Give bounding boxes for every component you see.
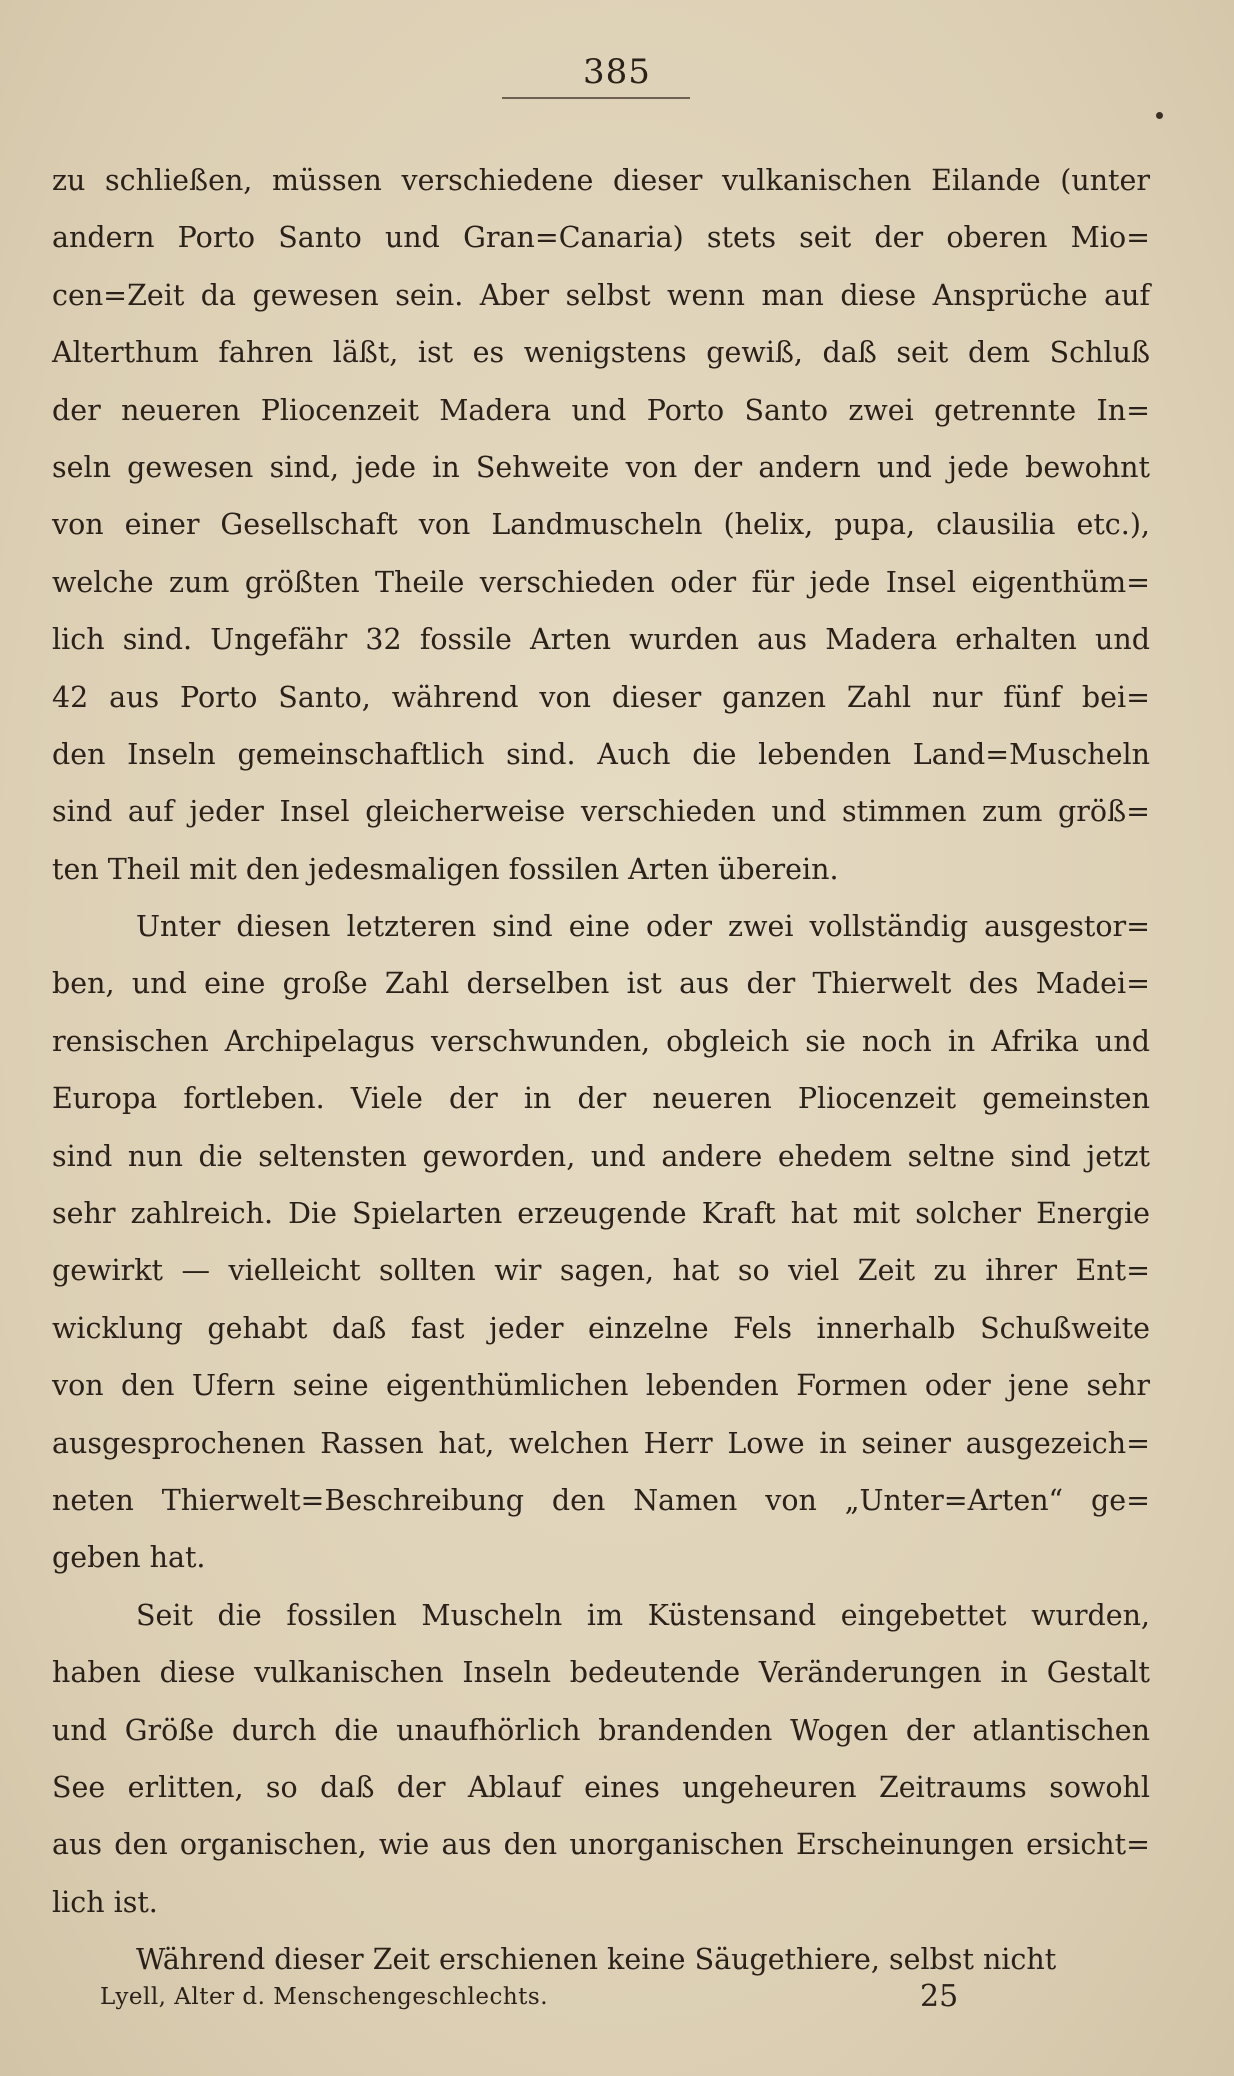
text-line: andern Porto Santo und Gran=Canaria) stets seit der oberen Mio=	[52, 221, 1150, 255]
text-line: zu schließen, müssen verschiedene dieser vulkanischen Eilande (unter	[52, 164, 1150, 197]
text-line: ben, und eine große Zahl derselben ist aus der Thierwelt des Madei=	[52, 967, 1150, 1001]
text-line: ausgesprochenen Rassen hat, welchen Herr Lowe in seiner ausgezeich=	[52, 1426, 1150, 1460]
body-text	[52, 152, 1150, 1989]
paragraph	[52, 1931, 1150, 1988]
text-line: der neueren Pliocenzeit Madera und Porto Santo zwei getrennte In=	[52, 393, 1150, 427]
text-line: lich sind. Ungefähr 32 fossile Arten wurden aus Madera erhalten und	[52, 623, 1150, 657]
text-line: von den Ufern seine eigenthümlichen lebenden Formen oder jene sehr	[52, 1369, 1150, 1403]
text-line: Europa fortleben. Viele der in der neueren Pliocenzeit gemeinsten	[52, 1082, 1150, 1116]
text-line: und Größe durch die unaufhörlich brandenden Wogen der atlantischen	[52, 1713, 1150, 1747]
text-line: von einer Gesellschaft von Landmuscheln (helix, pupa, clausilia etc.),	[52, 508, 1150, 542]
text-line: geben hat.	[52, 1541, 206, 1575]
text-line: Unter diesen letzteren sind eine oder zwei vollständig ausgestor=	[136, 910, 1150, 944]
header-rule	[502, 97, 690, 99]
paragraph	[52, 898, 1150, 1587]
footer-signature: Lyell, Alter d. Menschengeschlechts.	[100, 1984, 549, 2010]
text-line: seln gewesen sind, jede in Sehweite von der andern und jede bewohnt	[52, 450, 1150, 484]
text-line: Seit die fossilen Muscheln im Küstensand eingebettet wurden,	[136, 1598, 1150, 1632]
text-line: cen=Zeit da gewesen sein. Aber selbst wenn man diese Ansprüche auf	[52, 278, 1150, 312]
text-line: 42 aus Porto Santo, während von dieser ganzen Zahl nur fünf bei=	[52, 680, 1150, 714]
text-line: aus den organischen, wie aus den unorganischen Erscheinungen ersicht=	[52, 1828, 1150, 1862]
text-line: lich ist.	[52, 1885, 158, 1919]
text-line: sind nun die seltensten geworden, und andere ehedem seltne sind jetzt	[52, 1139, 1150, 1173]
text-line: ten Theil mit den jedesmaligen fossilen Arten überein.	[52, 852, 839, 886]
text-line: See erlitten, so daß der Ablauf eines ungeheuren Zeitraums sowohl	[52, 1770, 1150, 1804]
text-line: Alterthum fahren läßt, ist es wenigstens gewiß, daß seit dem Schluß	[52, 336, 1150, 370]
text-line: sehr zahlreich. Die Spielarten erzeugende Kraft hat mit solcher Energie	[52, 1197, 1150, 1231]
text-line: gewirkt — vielleicht sollten wir sagen, hat so viel Zeit zu ihrer Ent=	[52, 1254, 1150, 1288]
text-line: den Inseln gemeinschaftlich sind. Auch die lebenden Land=Muscheln	[52, 737, 1150, 771]
text-line: wicklung gehabt daß fast jeder einzelne Fels innerhalb Schußweite	[52, 1311, 1150, 1345]
page-number: 385	[583, 52, 651, 92]
text-line: sind auf jeder Insel gleicherweise verschieden und stimmen zum größ=	[52, 795, 1150, 829]
text-line: haben diese vulkanischen Inseln bedeutende Veränderungen in Gestalt	[52, 1656, 1150, 1690]
text-line: rensischen Archipelagus verschwunden, obgleich sie noch in Afrika und	[52, 1024, 1150, 1058]
paragraph	[52, 1587, 1150, 1931]
text-line: Während dieser Zeit erschienen keine Säugethiere, selbst nicht	[136, 1943, 1057, 1977]
text-line: welche zum größten Theile verschieden oder für jede Insel eigenthüm=	[52, 565, 1150, 599]
ink-speck	[1156, 112, 1163, 119]
text-line: neten Thierwelt=Beschreibung den Namen von „Unter=Arten“ ge=	[52, 1483, 1150, 1517]
footer-sheet-number: 25	[920, 1979, 959, 2014]
paragraph	[52, 152, 1150, 898]
